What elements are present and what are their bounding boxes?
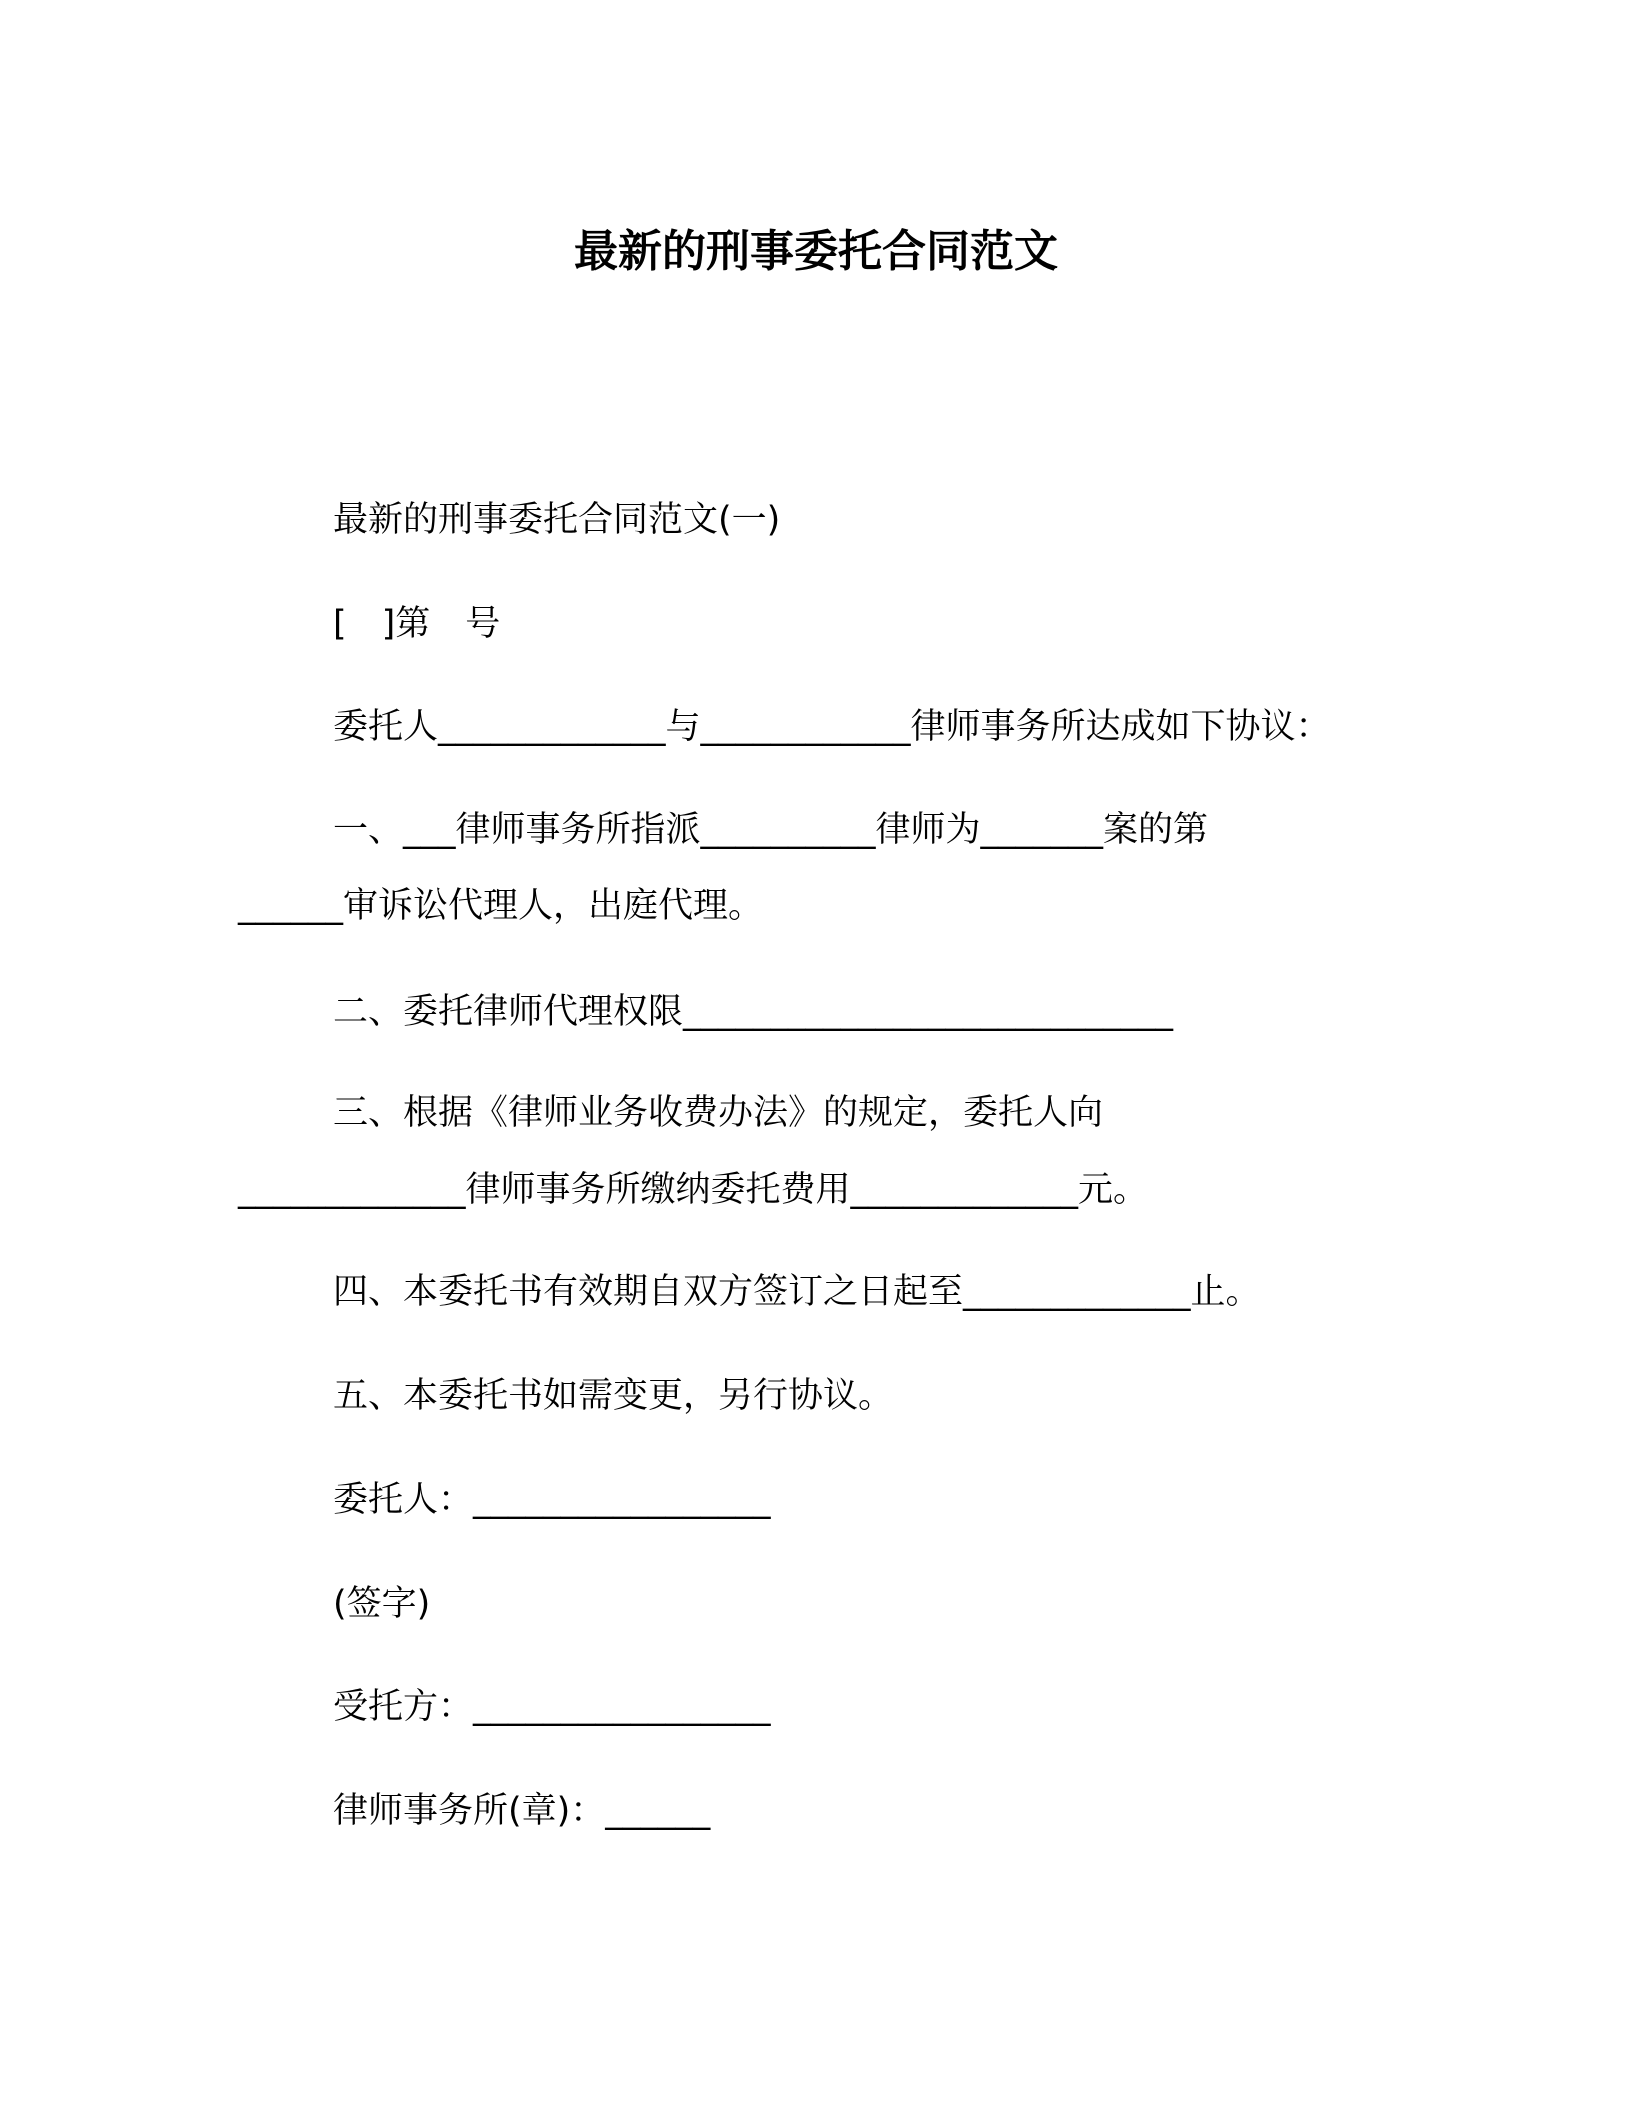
clause-3-line-2: _____________律师事务所缴纳委托费用_____________元。 [238, 1170, 1149, 1210]
document-title: 最新的刑事委托合同范文 [574, 226, 1058, 277]
client-signature-line: 委托人：_________________ [333, 1480, 771, 1520]
clause-1-line-2: ______审诉讼代理人，出庭代理。 [238, 886, 764, 926]
section-heading: 最新的刑事委托合同范文(一) [333, 500, 781, 540]
signature-note: (签字) [333, 1584, 431, 1624]
document-number-line: [ ]第 号 [333, 604, 501, 644]
law-firm-seal-line: 律师事务所(章)：______ [333, 1791, 711, 1831]
clause-2: 二、委托律师代理权限____________________________ [333, 992, 1174, 1032]
clause-3-line-1: 三、根据《律师业务收费办法》的规定，委托人向 [333, 1093, 1104, 1133]
clause-4: 四、本委托书有效期自双方签订之日起至_____________止。 [333, 1272, 1261, 1312]
parties-agreement-line: 委托人_____________与____________律师事务所达成如下协议： [333, 707, 1331, 747]
clause-5: 五、本委托书如需变更，另行协议。 [333, 1376, 894, 1416]
trustee-signature-line: 受托方：_________________ [333, 1687, 771, 1727]
clause-1-line-1: 一、___律师事务所指派__________律师为_______案的第 [333, 810, 1209, 850]
